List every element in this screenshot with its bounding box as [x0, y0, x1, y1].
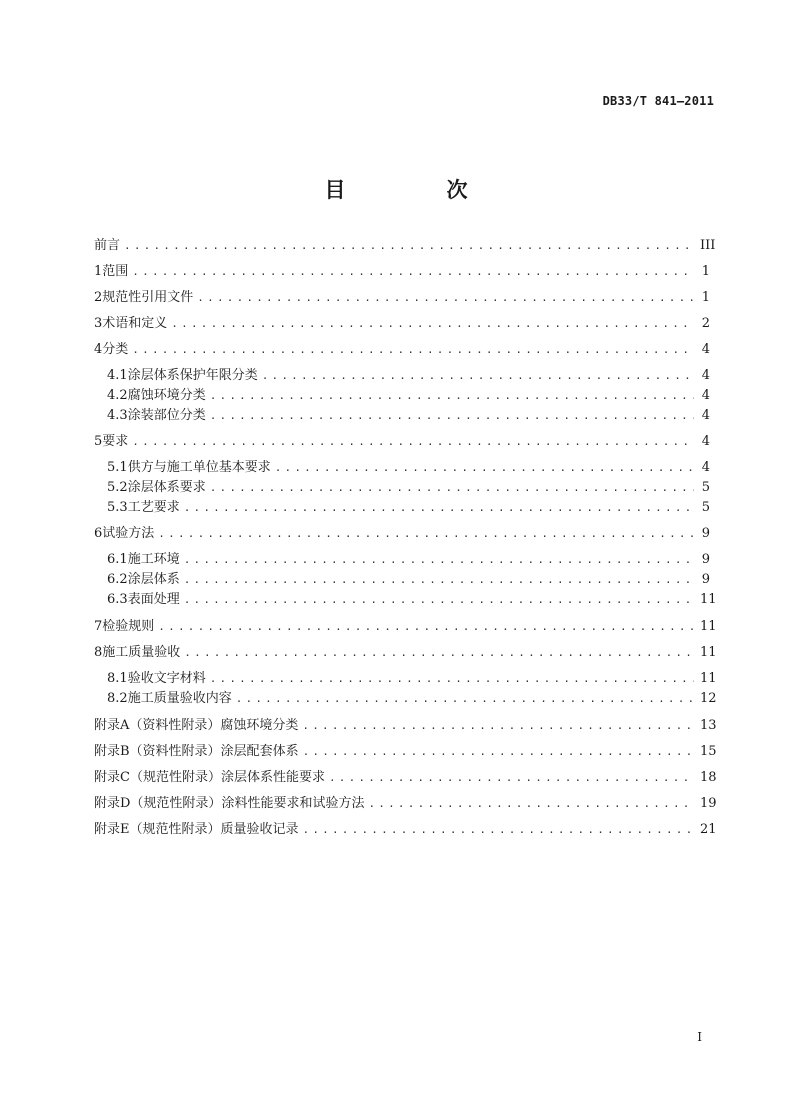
- toc-entry[interactable]: [107, 689, 717, 709]
- dot-leader: [184, 643, 694, 663]
- section-title: 涂装部位分类: [127, 408, 206, 423]
- dot-leader: [368, 794, 694, 814]
- dot-leader: [197, 288, 694, 308]
- page-ref: 4: [701, 342, 710, 357]
- toc-entry[interactable]: [107, 366, 710, 386]
- page-ref: 1: [701, 290, 710, 305]
- section-number: 4: [94, 342, 103, 357]
- appendix-label: 附录C（规范性附录）: [94, 770, 221, 785]
- dot-leader: [275, 458, 694, 478]
- section-title: 涂层配套体系: [220, 744, 299, 759]
- section-number: 4.2: [107, 388, 128, 403]
- page-ref: 15: [700, 744, 717, 759]
- dot-leader: [262, 366, 694, 386]
- page-number: I: [697, 1030, 702, 1044]
- dot-leader: [210, 386, 694, 406]
- page-ref: 11: [700, 645, 717, 660]
- page-ref: 4: [701, 434, 710, 449]
- section-title: 质量验收记录: [220, 822, 299, 837]
- page-ref: 11: [700, 592, 717, 607]
- section-title: 表面处理: [127, 592, 180, 607]
- dot-leader: [210, 406, 694, 426]
- page-ref: 19: [700, 796, 717, 811]
- section-title: 工艺要求: [127, 500, 180, 515]
- section-number: 5.3: [107, 500, 128, 515]
- section-number: 5: [94, 434, 103, 449]
- section-title: 腐蚀环境分类: [127, 388, 206, 403]
- toc-entry[interactable]: [94, 288, 710, 308]
- toc-entry[interactable]: [94, 432, 710, 452]
- toc-entry[interactable]: [94, 262, 710, 282]
- section-title: 分类: [102, 342, 129, 357]
- page-ref: 9: [701, 572, 710, 587]
- page-ref: 5: [701, 500, 710, 515]
- page-ref: 13: [700, 718, 717, 733]
- section-title: 涂层体系保护年限分类: [127, 368, 258, 383]
- section-number: 6.2: [107, 572, 128, 587]
- section-title: 规范性引用文件: [102, 290, 194, 305]
- dot-leader: [132, 432, 694, 452]
- toc-entry[interactable]: [107, 386, 710, 406]
- toc-entry[interactable]: [94, 617, 717, 637]
- toc-entry[interactable]: [94, 314, 710, 334]
- section-number: 1: [94, 264, 103, 279]
- page-ref: 5: [701, 480, 710, 495]
- section-title: 涂料性能要求和试验方法: [221, 796, 365, 811]
- section-title: 检验规则: [102, 619, 155, 634]
- toc-entry[interactable]: [94, 524, 710, 544]
- toc-entry[interactable]: [107, 458, 710, 478]
- dot-leader: [302, 716, 694, 736]
- page-ref: 11: [700, 671, 717, 686]
- section-title: 施工质量验收: [102, 645, 181, 660]
- dot-leader: [303, 742, 694, 762]
- page-ref: 4: [701, 368, 710, 383]
- page-ref: 18: [700, 770, 717, 785]
- page-ref: 9: [701, 552, 710, 567]
- document-code: DB33/T 841—2011: [602, 94, 714, 108]
- dot-leader: [184, 590, 694, 610]
- section-title: 试验方法: [102, 526, 155, 541]
- dot-leader: [184, 550, 694, 570]
- section-number: 3: [94, 316, 103, 331]
- toc-entry[interactable]: [107, 669, 717, 689]
- dot-leader: [184, 570, 694, 590]
- toc-entry[interactable]: [107, 590, 717, 610]
- page-ref: 9: [701, 526, 710, 541]
- toc-entry[interactable]: [107, 498, 710, 518]
- section-title: 要求: [102, 434, 129, 449]
- section-number: 6.3: [107, 592, 128, 607]
- toc-entry[interactable]: [94, 820, 717, 840]
- dot-leader: [236, 689, 694, 709]
- toc-entry[interactable]: [107, 406, 710, 426]
- appendix-label: 附录D（规范性附录）: [94, 796, 222, 811]
- page-ref: 12: [700, 691, 717, 706]
- section-title: 涂层体系: [127, 572, 180, 587]
- page-ref: 1: [701, 264, 710, 279]
- dot-leader: [132, 262, 694, 282]
- section-title: 腐蚀环境分类: [220, 718, 299, 733]
- dot-leader: [124, 236, 694, 256]
- dot-leader: [210, 669, 694, 689]
- section-number: 5.2: [107, 480, 128, 495]
- section-number: 5.1: [107, 460, 128, 475]
- section-title: 前言: [94, 238, 121, 253]
- dot-leader: [210, 478, 694, 498]
- toc-entry[interactable]: [94, 340, 710, 360]
- section-number: 6: [94, 526, 103, 541]
- appendix-label: 附录E（规范性附录）: [94, 822, 221, 837]
- section-title: 施工质量验收内容: [127, 691, 232, 706]
- section-number: 7: [94, 619, 103, 634]
- page-ref: 4: [701, 460, 710, 475]
- page-ref: III: [700, 238, 716, 253]
- page-ref: 11: [700, 619, 717, 634]
- toc-entry[interactable]: [94, 768, 717, 788]
- appendix-label: 附录A（资料性附录）: [94, 718, 221, 733]
- section-title: 供方与施工单位基本要求: [127, 460, 271, 475]
- toc-entry[interactable]: [94, 742, 717, 762]
- dot-leader: [132, 340, 694, 360]
- dot-leader: [158, 524, 694, 544]
- section-number: 4.1: [107, 368, 128, 383]
- section-title: 术语和定义: [102, 316, 168, 331]
- dot-leader: [171, 314, 694, 334]
- section-title: 施工环境: [127, 552, 180, 567]
- section-number: 8: [94, 645, 103, 660]
- toc-title: 目 次: [324, 178, 508, 202]
- toc-entry[interactable]: [94, 794, 717, 814]
- dot-leader: [303, 820, 694, 840]
- page-ref: 4: [701, 408, 710, 423]
- section-title: 涂层体系要求: [127, 480, 206, 495]
- section-title: 范围: [102, 264, 129, 279]
- section-number: 6.1: [107, 552, 128, 567]
- section-title: 涂层体系性能要求: [220, 770, 325, 785]
- page-ref: 21: [700, 822, 717, 837]
- toc-entry[interactable]: [94, 236, 716, 256]
- toc-entry[interactable]: [107, 550, 710, 570]
- page-ref: 2: [701, 316, 710, 331]
- section-number: 2: [94, 290, 103, 305]
- section-number: 8.1: [107, 671, 128, 686]
- section-number: 4.3: [107, 408, 128, 423]
- section-title: 验收文字材料: [127, 671, 206, 686]
- page-ref: 4: [701, 388, 710, 403]
- dot-leader: [329, 768, 694, 788]
- appendix-label: 附录B（资料性附录）: [94, 744, 221, 759]
- toc-entry[interactable]: [94, 643, 717, 663]
- dot-leader: [158, 617, 694, 637]
- toc-entry[interactable]: [94, 716, 717, 736]
- toc-entry[interactable]: [107, 478, 710, 498]
- section-number: 8.2: [107, 691, 128, 706]
- dot-leader: [184, 498, 694, 518]
- toc-entry[interactable]: [107, 570, 710, 590]
